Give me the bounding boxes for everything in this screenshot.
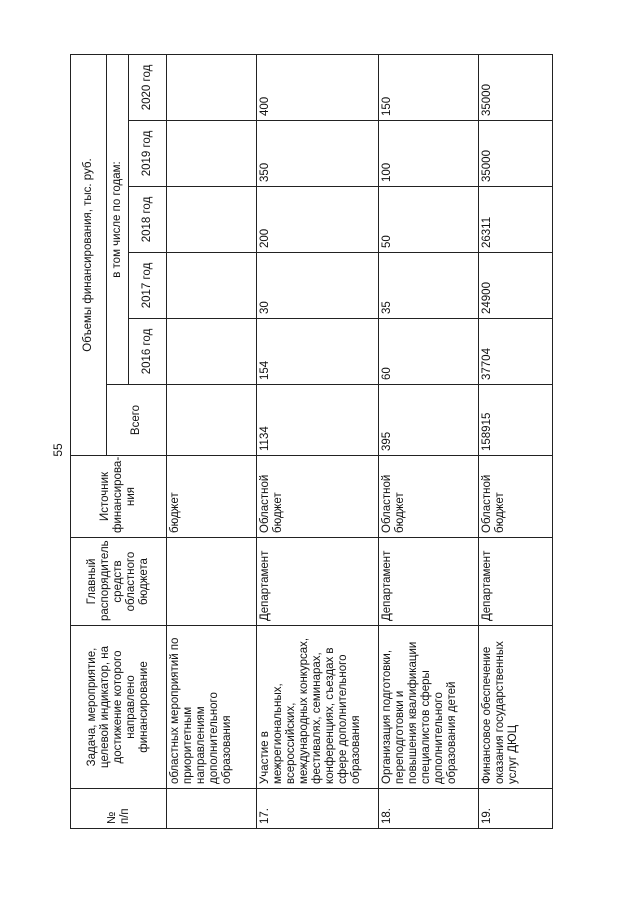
header-manager: Главный распорядитель средств областного бюджета xyxy=(71,538,167,626)
row-2016: 154 xyxy=(257,319,379,385)
row-2017 xyxy=(167,253,257,319)
row-total: 1134 xyxy=(257,385,379,456)
row-2018: 50 xyxy=(379,187,479,253)
row-manager: Департамент xyxy=(479,538,553,626)
row-2017: 30 xyxy=(257,253,379,319)
row-number: 17. xyxy=(257,789,379,829)
table-row xyxy=(479,54,553,828)
row-2020: 400 xyxy=(257,54,379,120)
row-manager: Департамент xyxy=(379,538,479,626)
row-total: 395 xyxy=(379,385,479,456)
table-row xyxy=(167,54,257,828)
header-number: № п/п xyxy=(71,789,167,829)
financing-table xyxy=(70,54,553,829)
row-manager xyxy=(167,538,257,626)
row-2017: 24900 xyxy=(479,253,553,319)
header-source: Источник финансирова-ния xyxy=(71,456,167,538)
row-task: Финансовое обеспечение оказания государственных услуг ДЮЦ xyxy=(479,626,553,789)
header-total: Всего xyxy=(107,385,167,456)
row-2016 xyxy=(167,319,257,385)
row-number: 19. xyxy=(479,789,553,829)
page-number: 55 xyxy=(51,443,65,457)
row-2018 xyxy=(167,187,257,253)
row-2016: 37704 xyxy=(479,319,553,385)
row-2019: 350 xyxy=(257,121,379,187)
row-manager: Департамент xyxy=(257,538,379,626)
row-2020: 35000 xyxy=(479,54,553,120)
header-volumes: Объемы финансирования, тыс. руб. xyxy=(71,54,107,455)
header-by-years: в том числе по годам: xyxy=(107,54,129,384)
row-2017: 35 xyxy=(379,253,479,319)
row-2018: 200 xyxy=(257,187,379,253)
row-2016: 60 xyxy=(379,319,479,385)
table-row xyxy=(257,54,379,828)
row-total: 158915 xyxy=(479,385,553,456)
row-2020 xyxy=(167,54,257,120)
header-year-2020: 2020 год xyxy=(129,54,167,120)
row-source: Областной бюджет xyxy=(257,456,379,538)
row-2019 xyxy=(167,121,257,187)
row-source: Областной бюджет xyxy=(379,456,479,538)
row-task: областных мероприятий по приоритетным направлениям дополнительного образования xyxy=(167,626,257,789)
rotated-page-content xyxy=(70,55,552,829)
row-2019: 35000 xyxy=(479,121,553,187)
row-task: Участие в межрегиональных, всероссийских, международных конкурсах, фестивалях, семинарах, конференциях, съездах в сфере дополнительного образования xyxy=(257,626,379,789)
row-source: бюджет xyxy=(167,456,257,538)
row-2018: 26311 xyxy=(479,187,553,253)
header-year-2019: 2019 год xyxy=(129,121,167,187)
row-task: Организация подготовки, переподготовки и повышения квалификации специалистов сферы дополнительного образования детей xyxy=(379,626,479,789)
table-row xyxy=(379,54,479,828)
header-year-2017: 2017 год xyxy=(129,253,167,319)
row-2020: 150 xyxy=(379,54,479,120)
row-number: 18. xyxy=(379,789,479,829)
row-source: Областной бюджет xyxy=(479,456,553,538)
row-number xyxy=(167,789,257,829)
row-total xyxy=(167,385,257,456)
header-year-2018: 2018 год xyxy=(129,187,167,253)
row-2019: 100 xyxy=(379,121,479,187)
header-task: Задача, мероприятие, целевой индикатор, на достижение которого направлено финансирование xyxy=(71,626,167,789)
header-year-2016: 2016 год xyxy=(129,319,167,385)
